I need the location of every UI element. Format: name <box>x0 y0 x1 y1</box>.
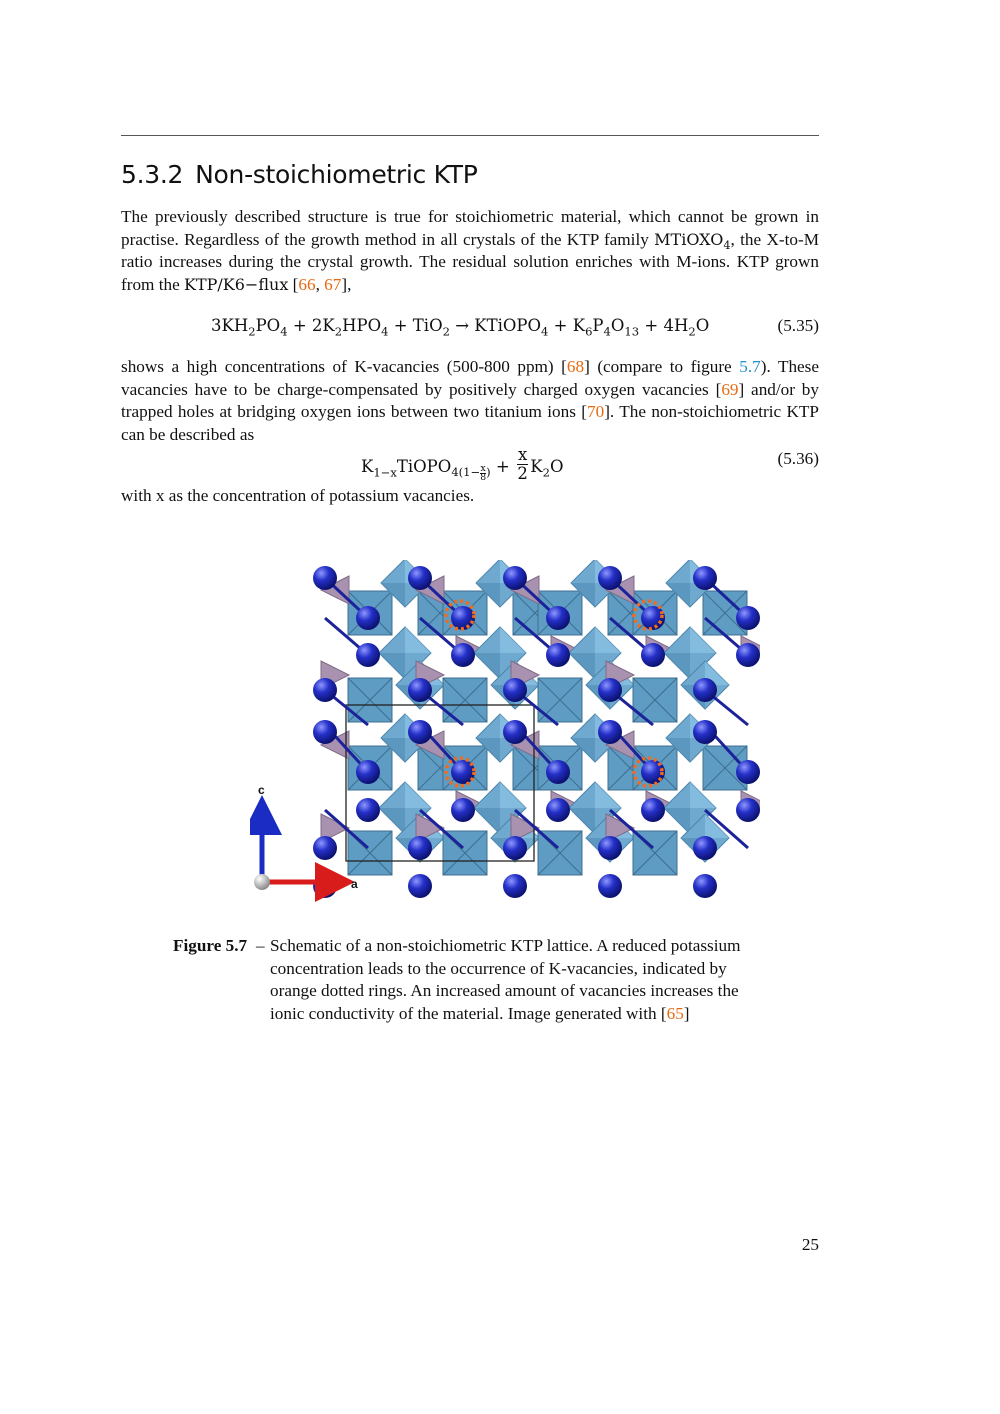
potassium-atom <box>356 798 380 822</box>
citation-link[interactable]: 69 <box>721 379 739 399</box>
potassium-atom <box>451 798 475 822</box>
potassium-atom <box>546 643 570 667</box>
section-number: 5.3.2 <box>121 160 184 189</box>
caption-text: Schematic of a non-stoichiometric KTP lattice. A reduced potassium concentration leads to the occurrence of K-vacancies, indicated by orange dotted rings. An increased amount of vacancies increases the ionic conductivity of the material. Image generated with [65] <box>270 936 741 1024</box>
potassium-atom <box>408 836 432 860</box>
potassium-atom <box>408 678 432 702</box>
potassium-atom <box>313 566 337 590</box>
potassium-atom <box>313 874 337 898</box>
potassium-atom <box>408 874 432 898</box>
potassium-atom <box>356 760 380 784</box>
math-formula: KTP/K6−flux <box>184 275 289 295</box>
potassium-atom <box>503 566 527 590</box>
potassium-atom <box>736 798 760 822</box>
potassium-atom <box>451 606 475 630</box>
potassium-atom <box>503 678 527 702</box>
potassium-atom <box>641 798 665 822</box>
section-heading <box>121 160 478 189</box>
potassium-atom <box>313 720 337 744</box>
potassium-atom <box>546 798 570 822</box>
potassium-atom <box>408 720 432 744</box>
potassium-atom <box>503 836 527 860</box>
citation-link[interactable]: 70 <box>587 402 605 422</box>
equation-5-36 <box>121 440 819 483</box>
potassium-atom <box>693 566 717 590</box>
page-number: 25 <box>801 1235 819 1254</box>
origin-atom <box>254 874 270 890</box>
citation-link[interactable]: 65 <box>666 1004 684 1024</box>
citation-link[interactable]: 68 <box>566 357 585 376</box>
potassium-atom <box>356 643 380 667</box>
potassium-atom <box>693 678 717 702</box>
equation-5-35 <box>121 316 819 340</box>
potassium-atom <box>598 678 622 702</box>
header-rule <box>121 135 819 136</box>
fraction: $\frac{x}{2}$ <box>517 445 528 483</box>
lattice <box>313 560 760 898</box>
potassium-atom <box>503 874 527 898</box>
potassium-atom <box>598 720 622 744</box>
potassium-atom <box>641 643 665 667</box>
potassium-atom <box>693 874 717 898</box>
potassium-atom <box>503 720 527 744</box>
section-title: Non-stoichiometric KTP <box>195 160 478 189</box>
caption-label: Figure 5.7 <box>173 936 248 955</box>
potassium-atom <box>736 643 760 667</box>
potassium-atom <box>408 566 432 590</box>
ktp-lattice-figure <box>250 560 760 905</box>
paragraph-1: The previously described structure is true for stoichiometric material, which cannot be grown in practise. Regardless of the growth method in all crystals of the KTP family MTiOXO$_4$, the X-to-M ratio increases during the crystal growth. The residual solution enriches with M-ions. KTP grown from the KTP/K6−flux [66, 67], <box>121 207 819 295</box>
potassium-atom <box>598 874 622 898</box>
potassium-atom <box>641 606 665 630</box>
citation-link[interactable]: 66 <box>298 275 316 295</box>
potassium-atom <box>598 836 622 860</box>
paragraph-3: with x as the concentration of potassium vacancies. <box>121 486 475 505</box>
potassium-atom <box>736 760 760 784</box>
potassium-atom <box>546 606 570 630</box>
axis-c-label: c <box>258 783 265 797</box>
figure-reference-link[interactable]: 5.7 <box>739 357 761 376</box>
caption-dash: – <box>256 936 265 955</box>
text: The previously described structure is true for stoichiometric material, which cannot be grown in practise. Regardless of the growth method in all crystals of the KTP family <box>121 207 819 249</box>
potassium-atom <box>598 566 622 590</box>
axis-a-label: a <box>351 877 358 891</box>
equation-body: $K_{1-x}TiOPO_{4(1- \frac{x}{8} )}$ + $\frac{x}{2}$ $K_2O$ <box>361 445 564 483</box>
potassium-atom <box>693 836 717 860</box>
potassium-atom <box>451 643 475 667</box>
potassium-atom <box>546 760 570 784</box>
potassium-atom <box>313 678 337 702</box>
potassium-atom <box>736 606 760 630</box>
text: shows a high concentrations of K-vacancies (500-800 ppm) [ <box>121 357 567 376</box>
text: , the X-to-M ratio increases during the crystal growth. The residual solution enriches with M-ions. KTP grown from the <box>121 229 819 295</box>
equation-number: (5.36) <box>777 449 819 468</box>
axis-indicator <box>254 783 358 891</box>
potassium-atom <box>313 836 337 860</box>
math-formula: MTiOXO$_4$ <box>654 229 731 252</box>
paragraph-2: shows a high concentrations of K-vacancies (500-800 ppm) [68] (compare to figure 5.7). These vacancies have to be charge-compensated by positively charged oxygen vacancies [69] and/or by trapped holes at bridging oxygen ions between two titanium ions [70]. The non-stoichiometric KTP can be described as <box>121 357 819 445</box>
potassium-atom <box>693 720 717 744</box>
equation-body: $3KH_2PO_4 + 2K_2HPO_4 + TiO_2$ → KTiOPO$_4$ + $K_6P_4O_{13} + 4H_2O$ <box>211 316 710 339</box>
equation-number: (5.35) <box>777 316 819 335</box>
ktp-lattice-illustration <box>250 560 760 905</box>
citation-link[interactable]: 67 <box>324 275 342 295</box>
potassium-atom <box>356 606 380 630</box>
